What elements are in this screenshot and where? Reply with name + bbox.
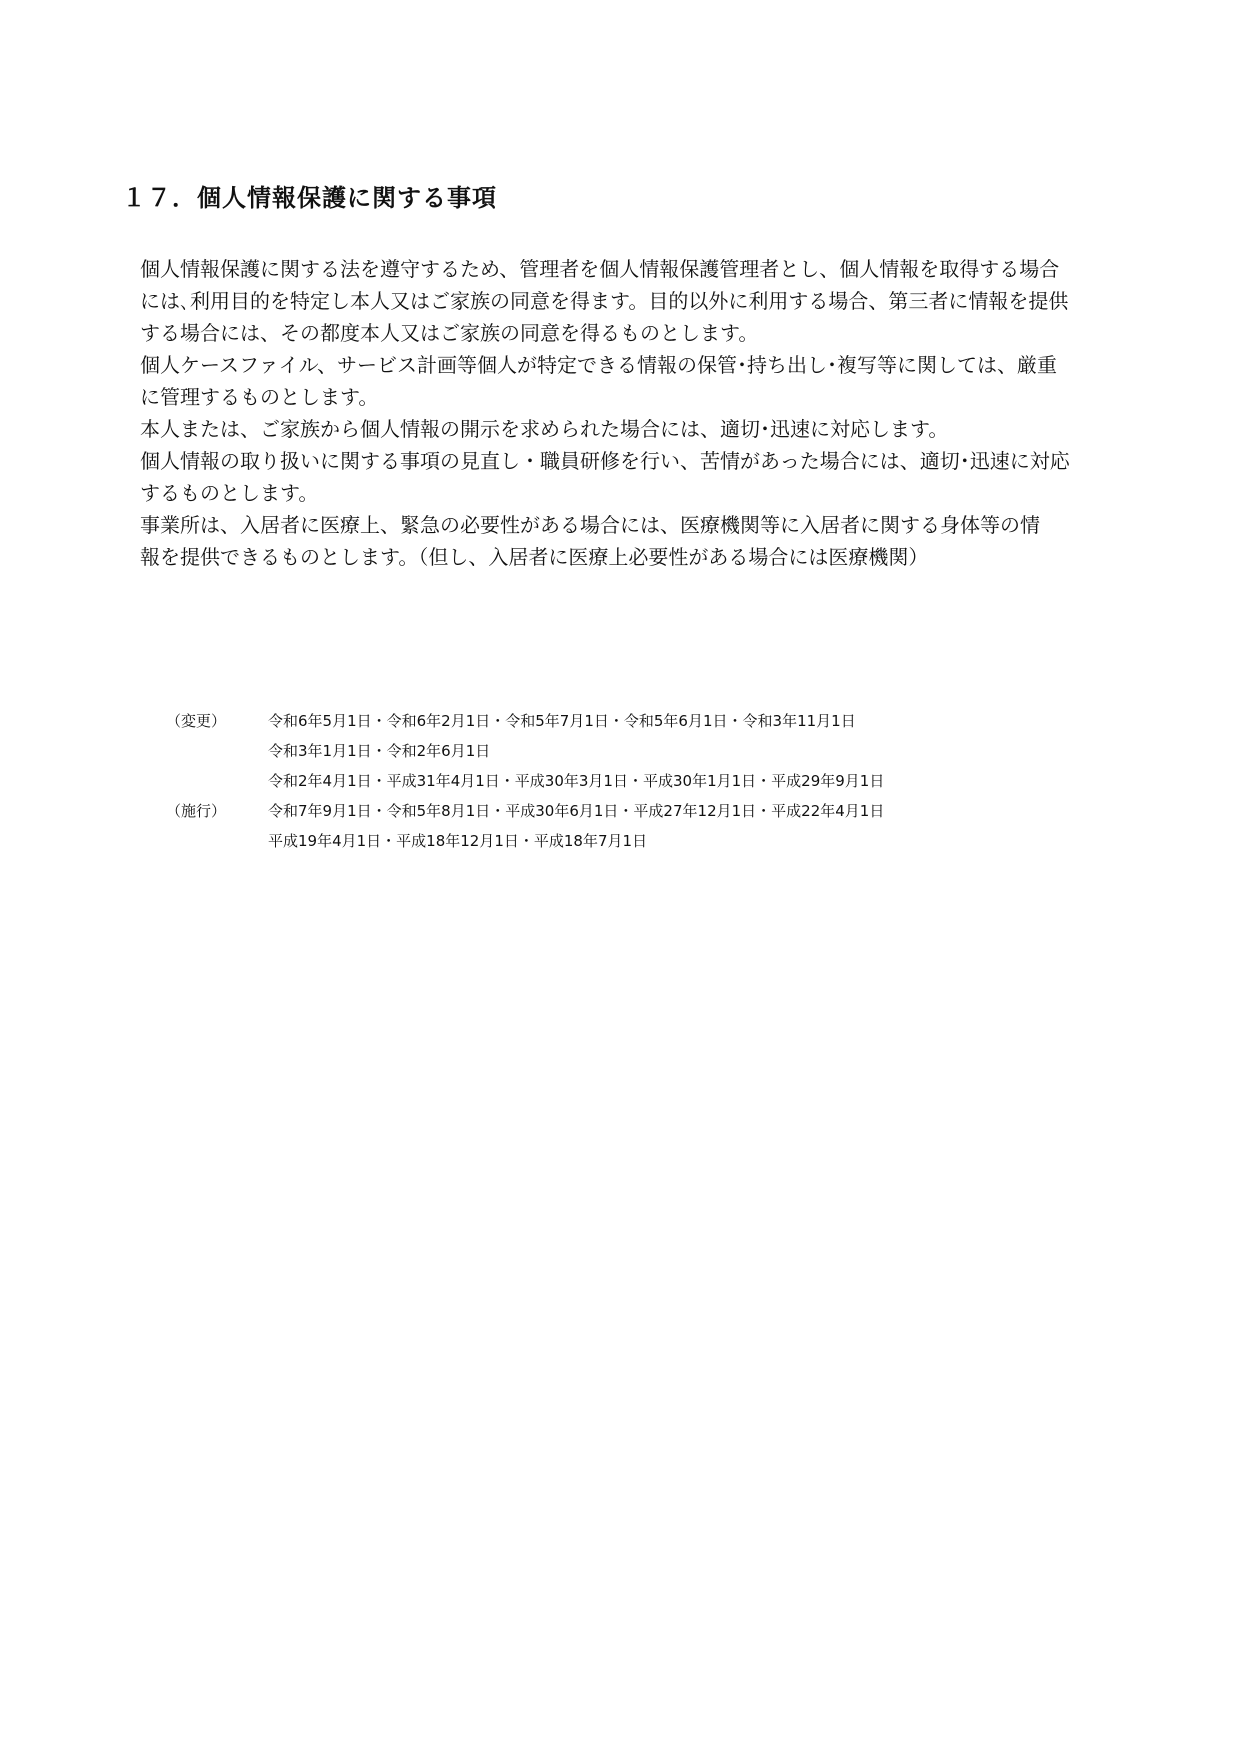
history-label-empty [166, 766, 268, 796]
history-row [166, 766, 884, 796]
history-dates: 令和6年5月1日・令和6年2月1日・令和5年7月1日・令和5年6月1日・令和3年11月1日 [268, 712, 856, 730]
body-line-8: するものとします。 [140, 481, 319, 505]
history-dates: 令和3年1月1日・令和2年6月1日 [268, 742, 491, 760]
body-line-10: 報を提供できるものとします。（但し、入居者に医療上必要性がある場合には医療機関） [140, 545, 929, 569]
history-label-empty [166, 736, 268, 766]
body-line-2: には､利用目的を特定し本人又はご家族の同意を得ます。目的以外に利用する場合、第三者に情報を提供 [140, 289, 1069, 313]
body-line-3: する場合には、その都度本人又はご家族の同意を得るものとします。 [140, 321, 759, 345]
section-title: １７．個人情報保護に関する事項 [122, 184, 497, 212]
history-row [166, 706, 884, 736]
history-row [166, 826, 884, 856]
history-dates: 平成19年4月1日・平成18年12月1日・平成18年7月1日 [268, 832, 648, 850]
body-line-9: 事業所は、入居者に医療上、緊急の必要性がある場合には、医療機関等に入居者に関する身体等の情 [140, 513, 1040, 537]
revision-history [166, 706, 884, 856]
body-line-4: 個人ケースファイル、サービス計画等個人が特定できる情報の保管･持ち出し･複写等に関しては、厳重 [140, 353, 1057, 377]
history-label-empty [166, 826, 268, 856]
body-text [140, 253, 1150, 573]
body-line-1: 個人情報保護に関する法を遵守するため、管理者を個人情報保護管理者とし、個人情報を取得する場合 [140, 257, 1060, 281]
body-line-6: 本人または、ご家族から個人情報の開示を求められた場合には、適切･迅速に対応します。 [140, 417, 949, 441]
history-label-change: （変更） [166, 712, 227, 730]
history-dates: 令和7年9月1日・令和5年8月1日・平成30年6月1日・平成27年12月1日・平成22年4月1日 [268, 802, 885, 820]
body-line-7: 個人情報の取り扱いに関する事項の見直し・職員研修を行い、苦情があった場合には、適切･迅速に対応 [140, 449, 1070, 473]
history-row [166, 736, 884, 766]
history-label-enforcement: （施行） [166, 802, 227, 820]
body-line-5: に管理するものとします。 [140, 385, 379, 409]
history-dates: 令和2年4月1日・平成31年4月1日・平成30年3月1日・平成30年1月1日・平成29年9月1日 [268, 772, 885, 790]
history-row [166, 796, 884, 826]
